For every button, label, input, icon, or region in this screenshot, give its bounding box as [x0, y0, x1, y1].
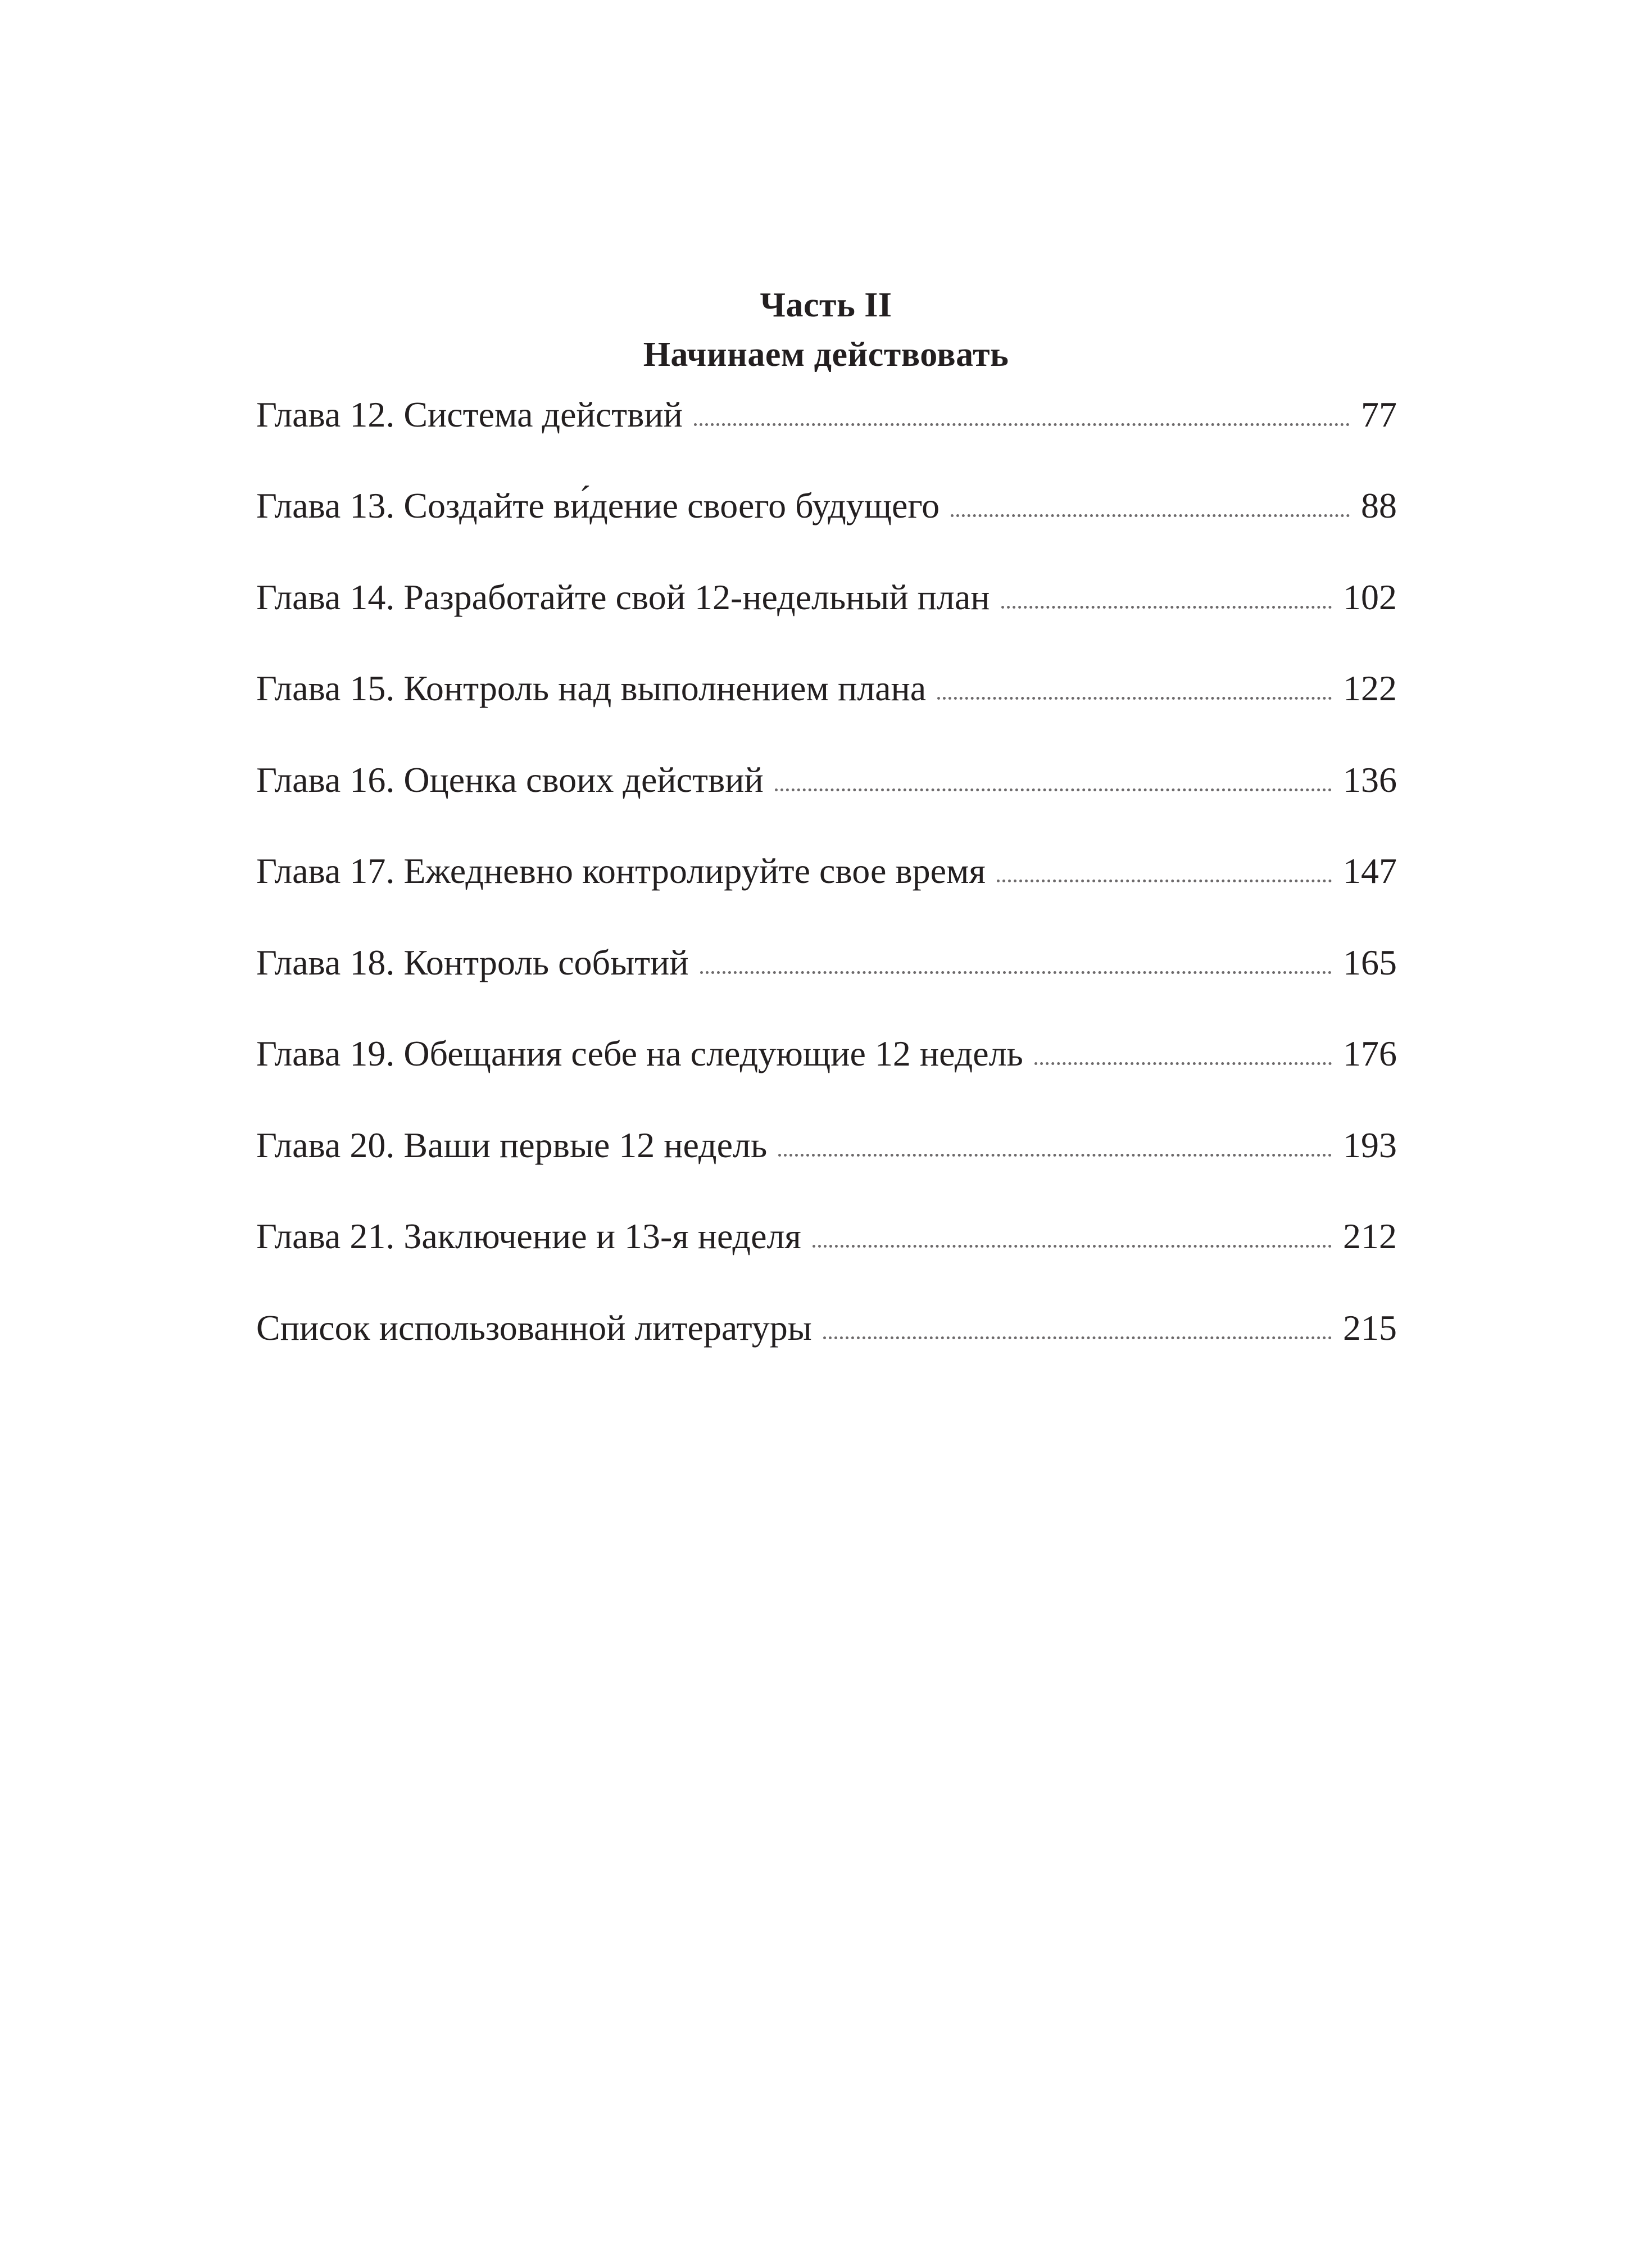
toc-leader-dots: [778, 1154, 1332, 1157]
toc-entry-chapter-13[interactable]: [256, 479, 1397, 524]
toc-entry-title: Глава 17. Ежедневно контролируйте свое время: [256, 851, 986, 891]
toc-entry-page: 215: [1343, 1308, 1397, 1348]
toc-entry-title: Список использованной литературы: [256, 1308, 812, 1348]
toc-entry-chapter-14[interactable]: [256, 570, 1397, 615]
toc-leader-dots: [694, 423, 1350, 426]
toc-entry-chapter-18[interactable]: [256, 936, 1397, 981]
toc-leader-dots: [937, 697, 1332, 700]
toc-entry-page: 165: [1343, 942, 1397, 982]
toc-entry-chapter-19[interactable]: [256, 1027, 1397, 1072]
toc-entry-title: Глава 18. Контроль событий: [256, 942, 689, 982]
part-number-heading: Часть II: [760, 286, 892, 324]
toc-entry-chapter-21[interactable]: [256, 1209, 1397, 1254]
toc-entry-page: 122: [1343, 668, 1397, 708]
toc-entry-chapter-20[interactable]: [256, 1118, 1397, 1163]
toc-entry-page: 176: [1343, 1034, 1397, 1073]
toc-entry-title: Глава 14. Разработайте свой 12-недельный план: [256, 577, 990, 617]
toc-entry-chapter-17[interactable]: [256, 844, 1397, 889]
toc-entry-references[interactable]: [256, 1301, 1397, 1346]
toc-leader-dots: [1001, 606, 1332, 609]
toc-entry-page: 212: [1343, 1216, 1397, 1256]
toc-entry-chapter-15[interactable]: [256, 661, 1397, 706]
toc-entry-chapter-12[interactable]: [256, 388, 1397, 433]
toc-entry-title: Глава 16. Оценка своих действий: [256, 760, 764, 800]
toc-entry-title: Глава 12. Система действий: [256, 395, 683, 434]
toc-leader-dots: [813, 1245, 1332, 1248]
toc-leader-dots: [700, 971, 1332, 974]
toc-entry-page: 193: [1343, 1125, 1397, 1165]
toc-leader-dots: [951, 514, 1350, 517]
toc-entry-title: Глава 20. Ваши первые 12 недель: [256, 1125, 768, 1165]
toc-leader-dots: [775, 788, 1332, 791]
toc-entry-chapter-16[interactable]: [256, 753, 1397, 798]
toc-entry-page: 102: [1343, 577, 1397, 617]
toc-entry-title: Глава 19. Обещания себе на следующие 12 недель: [256, 1034, 1023, 1073]
toc-entry-title: Глава 15. Контроль над выполнением плана: [256, 668, 927, 708]
toc-leader-dots: [997, 880, 1332, 882]
toc-entry-page: 88: [1361, 486, 1397, 525]
part-title-heading: Начинаем действовать: [643, 336, 1009, 374]
toc-entry-title: Глава 21. Заключение и 13-я неделя: [256, 1216, 801, 1256]
toc-entry-page: 147: [1343, 851, 1397, 891]
toc-leader-dots: [1034, 1062, 1332, 1065]
toc-entry-page: 136: [1343, 760, 1397, 800]
toc-entry-page: 77: [1361, 395, 1397, 434]
toc-leader-dots: [823, 1336, 1332, 1339]
toc-entry-title: Глава 13. Создайте ви́дение своего будущего: [256, 486, 940, 525]
